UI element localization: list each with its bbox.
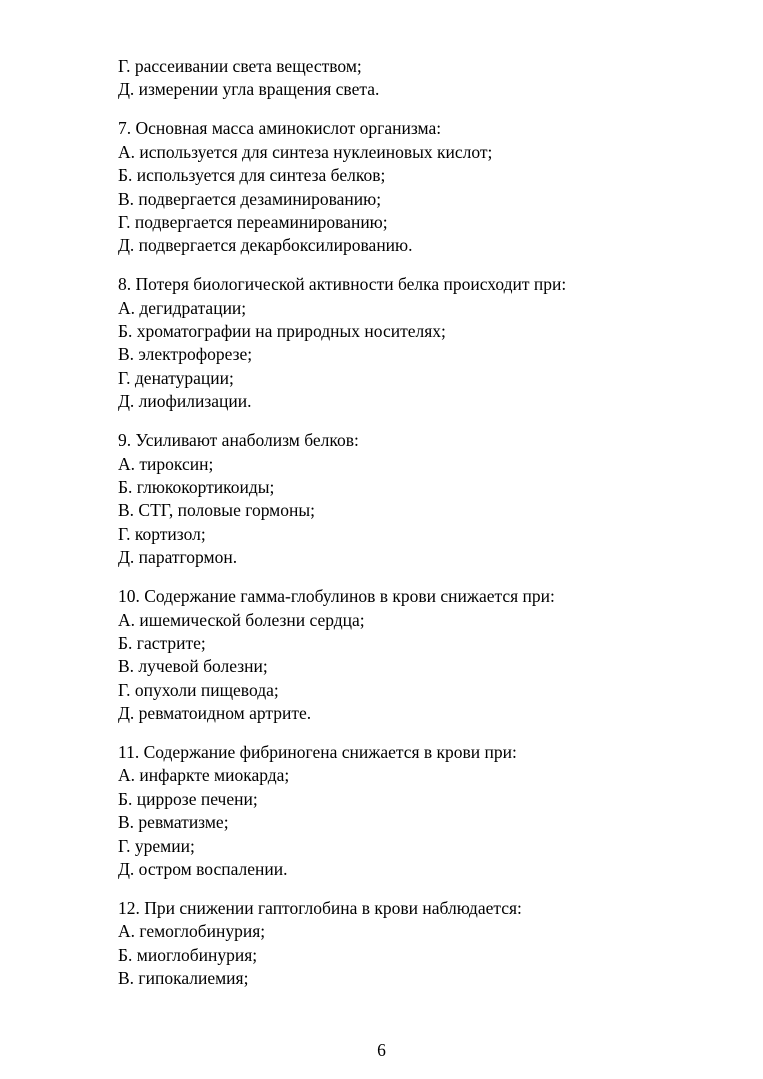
- answer-option: В. СТГ, половые гормоны;: [118, 500, 315, 521]
- answer-option: А. используется для синтеза нуклеиновых кислот;: [118, 141, 493, 162]
- answer-option: Д. остром воспалении.: [118, 859, 288, 880]
- answer-option: Г. денатурации;: [118, 367, 234, 388]
- question-text: 7. Основная масса аминокислот организма:: [118, 118, 442, 139]
- question-text: 12. При снижении гаптоглобина в крови наблюдается:: [118, 898, 522, 918]
- intro-block: [118, 55, 678, 102]
- answer-option: Б. гастрите;: [118, 632, 206, 653]
- answer-option: А. ишемической болезни сердца;: [118, 609, 365, 630]
- page-number: 6: [377, 1040, 386, 1060]
- answer-option: Д. ревматоидном артрите.: [118, 703, 312, 724]
- answer-option: Б. используется для синтеза белков;: [118, 165, 386, 186]
- question-block-7: [118, 117, 678, 257]
- answer-option: В. гипокалиемия;: [118, 968, 249, 989]
- answer-option: Д. измерении угла вращения света.: [118, 79, 380, 100]
- question-block-10: [118, 585, 678, 725]
- answer-option: Б. циррозе печени;: [118, 788, 258, 809]
- question-text: 10. Содержание гамма-глобулинов в крови снижается при:: [118, 586, 555, 607]
- answer-option: Б. хроматографии на природных носителях;: [118, 321, 446, 342]
- answer-option: Г. опухоли пищевода;: [118, 679, 279, 700]
- answer-option: А. гемоглобинурия;: [118, 921, 266, 942]
- answer-option: Г. уремии;: [118, 835, 195, 856]
- question-block-9: [118, 429, 678, 569]
- answer-option: В. лучевой болезни;: [118, 656, 268, 677]
- answer-option: В. электрофорезе;: [118, 344, 253, 365]
- question-text: 11. Содержание фибриногена снижается в крови при:: [118, 742, 517, 763]
- answer-option: В. подвергается дезаминированию;: [118, 188, 382, 209]
- answer-option: А. тироксин;: [118, 453, 214, 474]
- question-text: 9. Усиливают анаболизм белков:: [118, 430, 359, 451]
- answer-option: А. инфаркте миокарда;: [118, 765, 290, 786]
- answer-option: А. дегидратации;: [118, 297, 247, 318]
- answer-option: В. ревматизме;: [118, 812, 229, 833]
- answer-option: Г. кортизол;: [118, 523, 206, 544]
- document-page: [118, 55, 678, 991]
- question-block-8: [118, 273, 678, 413]
- answer-option: Б. миоглобинурия;: [118, 944, 258, 965]
- question-block-11: [118, 741, 678, 881]
- answer-option: Г. подвергается переаминированию;: [118, 211, 388, 232]
- question-text: 8. Потеря биологической активности белка происходит при:: [118, 274, 567, 295]
- answer-option: Д. подвергается декарбоксилированию.: [118, 235, 413, 256]
- answer-option: Г. рассеивании света веществом;: [118, 56, 362, 76]
- question-block-12: [118, 897, 678, 991]
- answer-option: Д. паратгормон.: [118, 547, 238, 568]
- answer-option: Б. глюкокортикоиды;: [118, 477, 275, 497]
- answer-option: Д. лиофилизации.: [118, 391, 252, 412]
